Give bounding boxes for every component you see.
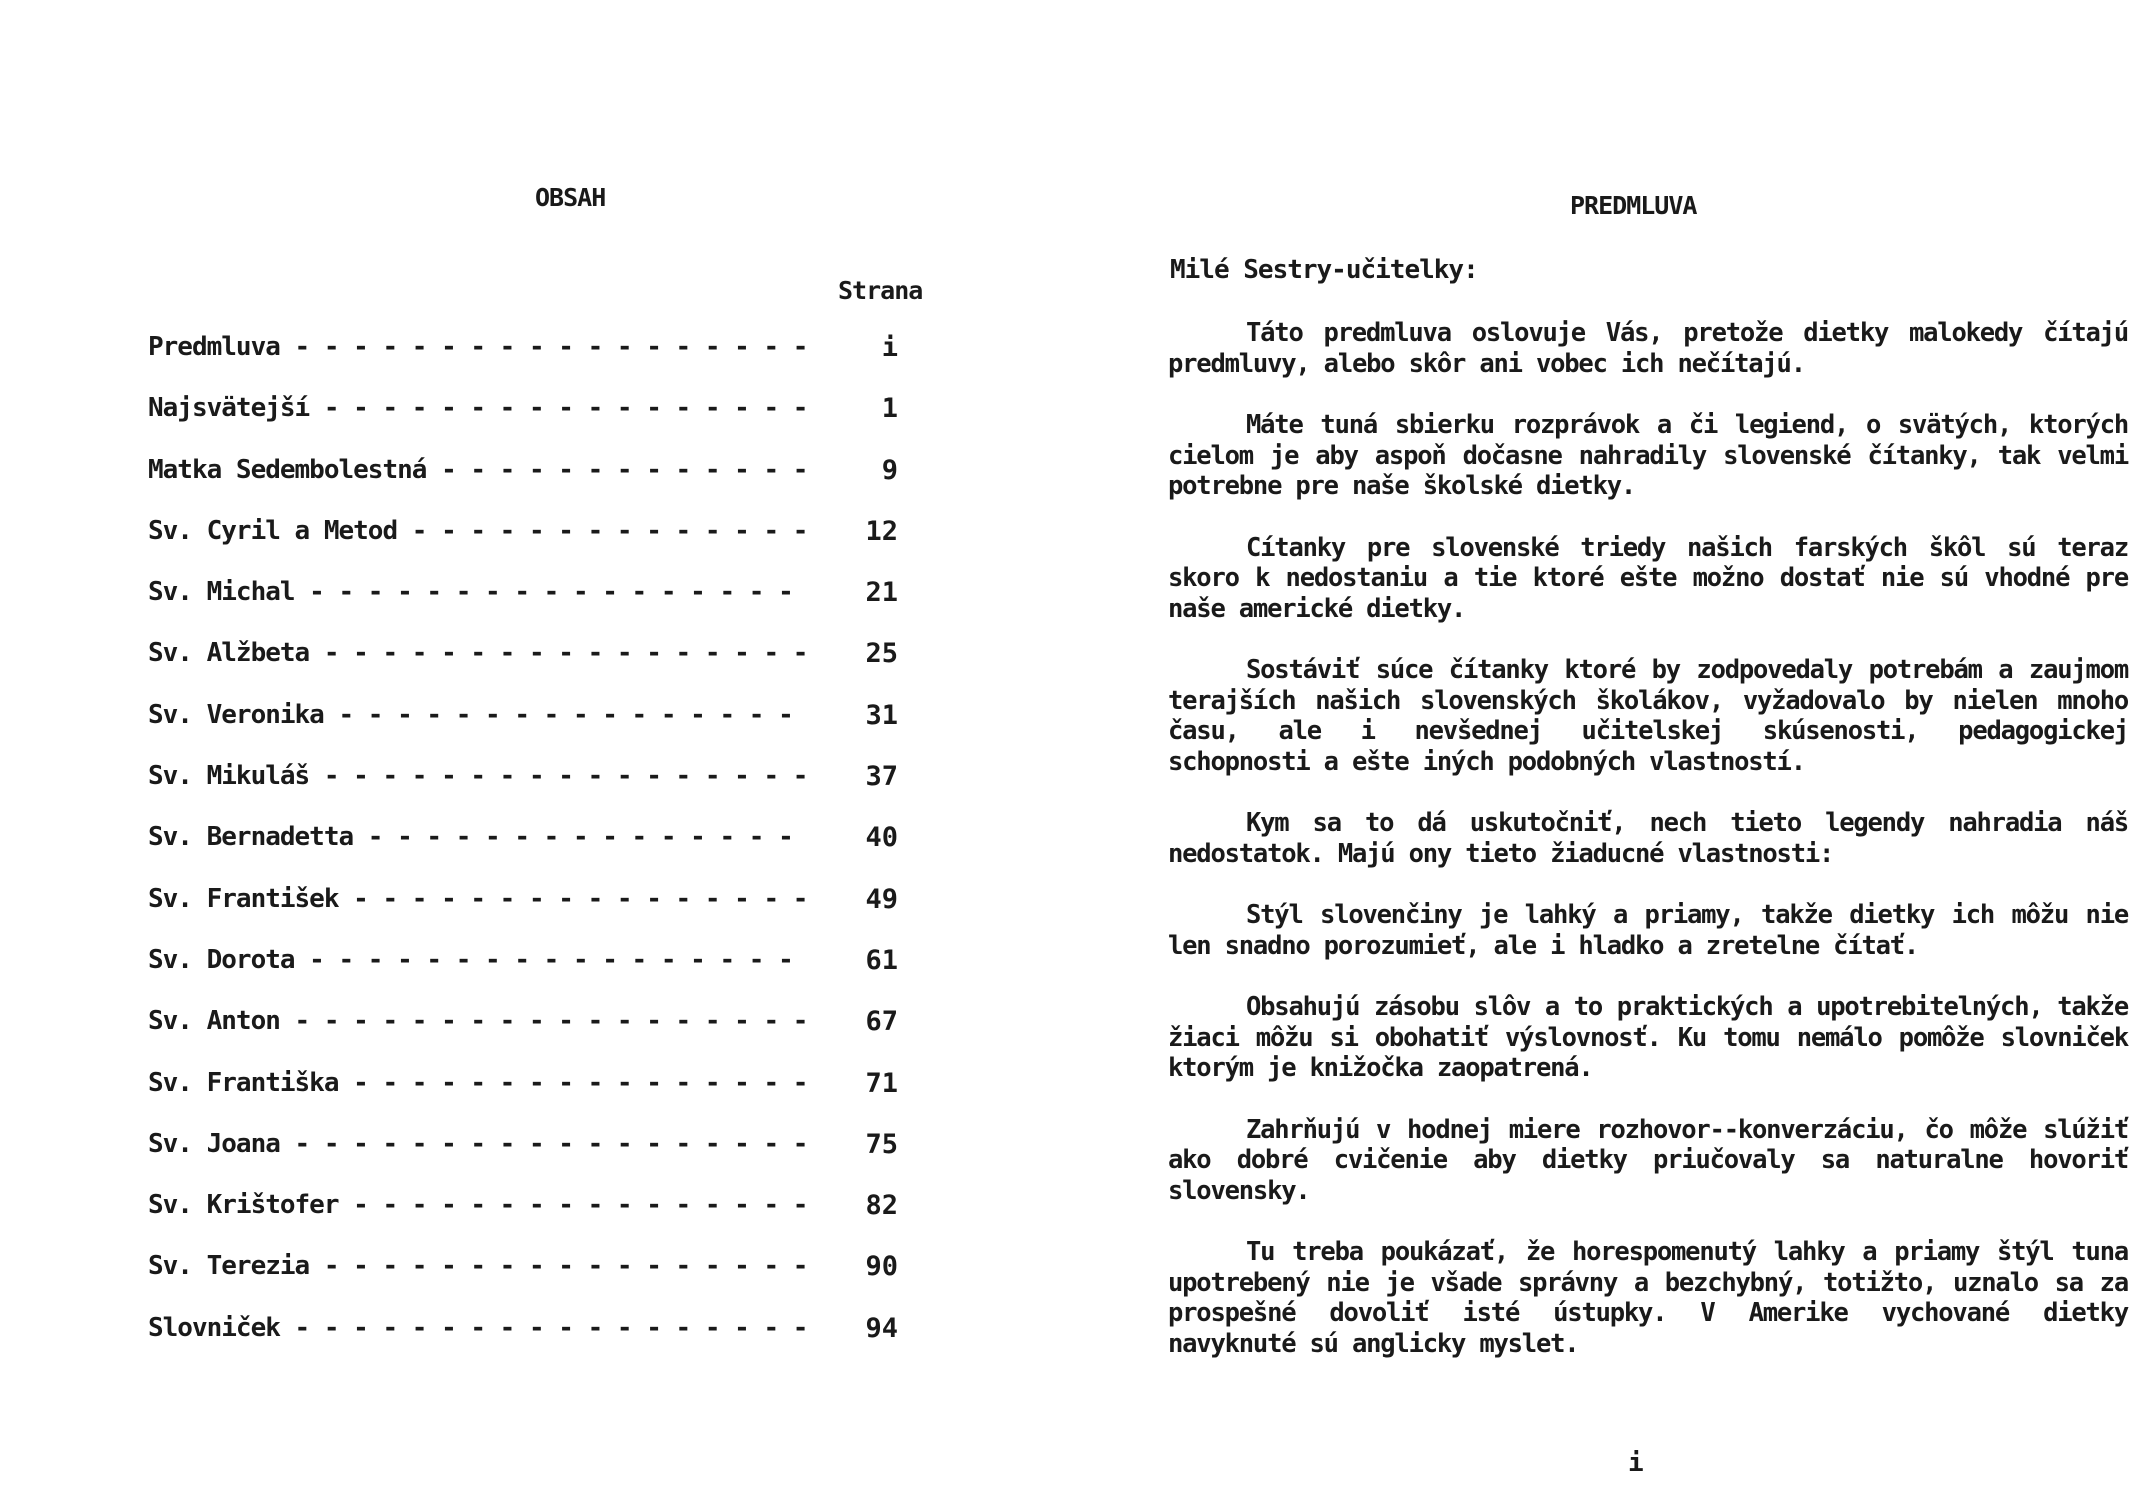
toc-entry-title: Predmluva - - - - - - - - - - - - - - - - - - [148, 332, 808, 362]
preface-paragraph: Máte tuná sbierku rozprávok a či legiend, o svätých, ktorých cielom je aby aspoň dočasne nahradily slovenské čítanky, tak velmi potrebne pre naše školské dietky. [1168, 410, 2128, 501]
toc-entry-page: 12 [865, 515, 898, 547]
toc-row [148, 1313, 928, 1374]
toc-entry-page: 25 [865, 638, 898, 670]
toc-row [148, 1006, 928, 1067]
toc-entry-page: 94 [865, 1312, 898, 1344]
toc-entry-page: 71 [865, 1067, 898, 1099]
toc-title: OBSAH [535, 183, 606, 212]
toc-entry-page: 1 [881, 393, 898, 425]
toc-entry-title: Sv. Alžbeta - - - - - - - - - - - - - - - - - [148, 638, 808, 669]
preface-paragraph: Zahrňujú v hodnej miere rozhovor--konverzáciu, čo môže slúžiť ako dobré cvičenie aby dietky priučovaly sa naturalne hovoriť slovensky. [1168, 1114, 2128, 1206]
toc-entry-page: 90 [865, 1251, 898, 1283]
toc-row [148, 1129, 928, 1190]
preface-paragraph: Cítanky pre slovenské triedy našich farských škôl sú teraz skoro k nedostaniu a tie ktoré ešte možno dostať nie sú vhodné pre naše americké dietky. [1168, 532, 2128, 624]
preface-paragraph: Kym sa to dá uskutočniť, nech tieto legendy nahradia náš nedostatok. Majú ony tieto žiaducné vlastnosti: [1168, 808, 2128, 869]
toc-entry-title: Sv. Veronika - - - - - - - - - - - - - - - - [148, 699, 793, 730]
toc-entry-page: 9 [881, 454, 898, 486]
toc-row [148, 1251, 928, 1312]
toc-row [148, 945, 928, 1006]
toc-entry-title: Najsvätejší - - - - - - - - - - - - - - - - - [148, 393, 808, 424]
preface-paragraph: Sostáviť súce čítanky ktoré by zodpovedaly potrebám a zaujmom terajších našich slovenských školákov, vyžadovalo by nielen mnoho času, ale i nevšednej učitelskej skúsenosti, pedagogickej schopnosti a ešte iných podobných vlastností. [1168, 655, 2128, 777]
toc-row [148, 1190, 928, 1251]
preface-paragraph: Táto predmluva oslovuje Vás, pretože dietky malokedy čítajú predmluvy, alebo skôr ani vobec ich nečítajú. [1168, 318, 2128, 379]
toc-entry-page: i [881, 332, 898, 363]
toc-row [148, 700, 928, 761]
page-column-header: Strana [838, 276, 923, 305]
right-page-preface [1071, 0, 2142, 1500]
toc-entry-page: 61 [865, 944, 898, 976]
toc-row [148, 1068, 928, 1129]
preface-paragraph: Stýl slovenčiny je lahký a priamy, takže dietky ich môžu nie len snadno porozumieť, ale i hladko a zretelne čítať. [1168, 900, 2128, 961]
toc-entry-title: Sv. Bernadetta - - - - - - - - - - - - - - - [148, 822, 793, 853]
toc-row [148, 455, 928, 516]
page-number: i [1628, 1448, 1644, 1478]
toc-entry-title: Sv. Terezia - - - - - - - - - - - - - - - - - [148, 1251, 808, 1282]
toc-row [148, 884, 928, 945]
toc-entry-title: Slovniček - - - - - - - - - - - - - - - - - - [148, 1312, 808, 1343]
toc-entry-title: Sv. Joana - - - - - - - - - - - - - - - - - - [148, 1128, 808, 1159]
toc-entry-page: 82 [865, 1190, 898, 1222]
toc-row [148, 516, 928, 577]
toc-entry-title: Sv. Anton - - - - - - - - - - - - - - - - - - [148, 1006, 808, 1037]
toc-list [148, 332, 928, 1374]
toc-entry-page: 40 [865, 822, 898, 854]
toc-row [148, 332, 928, 393]
toc-entry-title: Sv. Cyril a Metod - - - - - - - - - - - - - - [148, 515, 808, 546]
preface-paragraph: Tu treba poukázať, že horespomenutý lahky a priamy štýl tuna upotrebený nie je všade správny a bezchybný, totižto, uznalo sa za prospešné dovoliť isté ústupky. V Amerike vychované dietky navyknuté sú anglicky myslet. [1168, 1237, 2128, 1359]
toc-entry-page: 49 [865, 883, 898, 915]
preface-paragraph: Obsahujú zásobu slôv a to praktických a upotrebitelných, takže žiaci môžu si obohatiť výslovnosť. Ku tomu nemálo pomôže slovniček ktorým je knižočka zaopatrená. [1168, 992, 2128, 1083]
toc-entry-page: 21 [865, 577, 898, 609]
toc-row [148, 761, 928, 822]
toc-entry-page: 37 [865, 761, 898, 793]
toc-entry-title: Sv. František - - - - - - - - - - - - - - - - [148, 883, 808, 914]
toc-entry-page: 31 [865, 699, 898, 731]
toc-row [148, 638, 928, 699]
toc-entry-title: Sv. Františka - - - - - - - - - - - - - - - - [148, 1067, 808, 1098]
toc-entry-title: Sv. Krištofer - - - - - - - - - - - - - - - - [148, 1190, 808, 1221]
preface-title: PREDMLUVA [1570, 191, 1697, 220]
toc-row [148, 822, 928, 883]
toc-entry-page: 67 [865, 1006, 898, 1038]
toc-entry-title: Sv. Dorota - - - - - - - - - - - - - - - - - [148, 944, 793, 975]
preface-body [1168, 318, 2128, 1390]
toc-entry-title: Matka Sedembolestná - - - - - - - - - - - - - [148, 454, 808, 485]
toc-entry-title: Sv. Michal - - - - - - - - - - - - - - - - - [148, 577, 793, 608]
toc-row [148, 393, 928, 454]
toc-entry-page: 75 [865, 1128, 898, 1160]
toc-row [148, 577, 928, 638]
toc-entry-title: Sv. Mikuláš - - - - - - - - - - - - - - - - - [148, 761, 808, 792]
preface-salutation: Milé Sestry-učitelky: [1170, 255, 1478, 285]
